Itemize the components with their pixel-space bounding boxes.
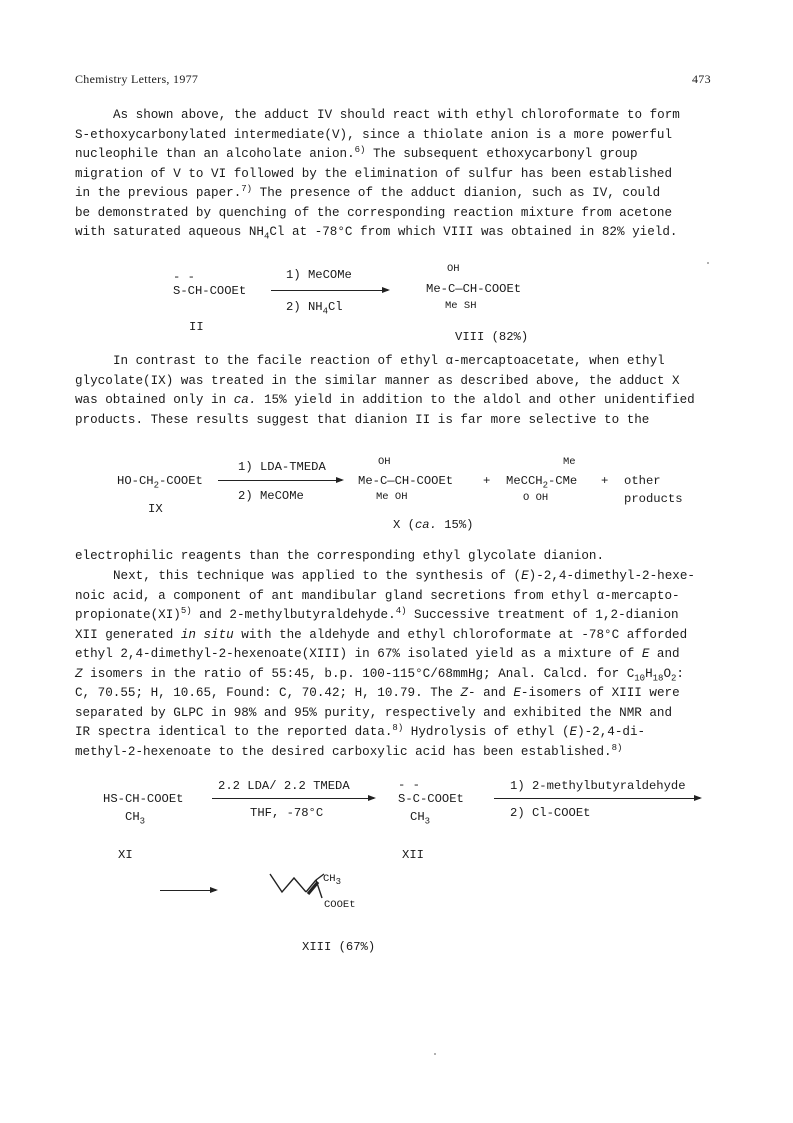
compound-label-XII: XII — [402, 848, 424, 862]
other-products-line-1: other — [624, 474, 661, 488]
reagent-base: 2.2 LDA/ 2.2 TMEDA — [218, 779, 350, 793]
text-line: products. These results suggest that dianion II is far more selective to the — [75, 412, 650, 427]
text-line: As shown above, the adduct IV should react with ethyl chloroformate to form — [113, 108, 680, 122]
reagent-step-2: 2) $NH_4Cl$ — [286, 300, 343, 317]
reagent-step-2: 2) Cl-COOEt — [510, 806, 591, 820]
citation: 6) — [354, 144, 366, 155]
text-line: was obtained only in ca. 15% yield in addition to the aldol and other unidentified — [75, 393, 695, 407]
text-line: ethyl 2,4-dimethyl-2-hexenoate(XIII) in 67% isolated yield as a mixture of E and — [75, 647, 680, 661]
hydroxyl-group: OH — [378, 456, 391, 468]
reaction-arrow — [212, 798, 374, 799]
product-X: Me-C—CH-COOEt — [358, 474, 454, 488]
compound-label-X: X (ca. 15%) — [393, 518, 474, 532]
compound-label-VIII: VIII (82%) — [455, 330, 529, 344]
charge-marks: - - — [398, 778, 420, 792]
journal-header: Chemistry Letters, 1977 — [75, 72, 199, 86]
aldol-product: MeCCH$_2$-CMe — [506, 474, 578, 491]
other-products-line-2: products — [624, 492, 683, 506]
text-line: in the previous paper.$^{7)}$ The presence of the adduct dianion, such as IV, could — [75, 183, 661, 200]
text-line: with saturated aqueous $NH_4Cl$ at -78°C from which VIII was obtained in 82% yield. — [75, 225, 678, 242]
reactant-IX: $HO-CH_2$-COOEt — [117, 474, 203, 491]
reagent-step-1: 1) MeCOMe — [286, 268, 352, 282]
substituents: Me OH — [376, 491, 408, 503]
page-number: 473 — [692, 72, 711, 86]
text-line: methyl-2-hexenoate to the desired carboxylic acid has been established.$^{8)}$ — [75, 742, 623, 759]
text-line: Z isomers in the ratio of 55:45, b.p. 100-115°C/68mmHg; Anal. Calcd. for $C_{10}H_{18}O_2$: — [75, 666, 684, 684]
substituents: O OH — [523, 492, 549, 504]
hydroxyl-group: OH — [447, 263, 460, 275]
reaction-arrow — [160, 890, 216, 891]
text-line: separated by GLPC in 98% and 95% purity, respectively and exhibited the NMR and — [75, 705, 673, 720]
citation: 5) — [180, 605, 192, 616]
text-line: In contrast to the facile reaction of ethyl α-mercaptoacetate, when ethyl — [113, 354, 665, 368]
text-line: propionate(XI)$^{5)}$ and 2-methylbutyraldehyde.$^{4)}$ Successive treatment of 1,2-dianion — [75, 605, 679, 622]
reagent-step-2: 2) MeCOMe — [238, 489, 304, 503]
paragraph-4 — [75, 567, 711, 762]
methyl-group: $CH_3$ — [410, 810, 431, 827]
text-line: S-ethoxycarbonylated intermediate(V), since a thiolate anion is a more powerful — [75, 127, 673, 142]
compound-label-XI: XI — [118, 848, 133, 862]
methyl-group: $CH_3$ — [125, 810, 146, 827]
text-line: C, 70.55; H, 10.65, Found: C, 70.42; H, 10.79. The Z- and E-isomers of XIII were — [75, 686, 680, 700]
citation: 8) — [611, 742, 623, 753]
intermediate-XII: S-C-COOEt — [398, 792, 464, 806]
citation: 4) — [395, 605, 407, 616]
methyl-substituent: $CH_3$ — [323, 873, 342, 888]
reagent-conditions: THF, -78°C — [250, 806, 324, 820]
citation: 8) — [392, 722, 404, 733]
reagent-step-1: 1) 2-methylbutyraldehyde — [510, 779, 686, 793]
text-line: electrophilic reagents than the corresponding ethyl glycolate dianion. — [75, 549, 605, 563]
reaction-arrow — [271, 290, 388, 291]
paragraph-1 — [75, 106, 711, 243]
product-VIII: Me-C—CH-COOEt — [426, 282, 522, 296]
reactant-II: S-CH-COOEt — [173, 284, 247, 298]
compound-label-II: II — [189, 320, 204, 334]
text-line: be demonstrated by quenching of the corresponding reaction mixture from acetone — [75, 205, 673, 220]
paragraph-2 — [75, 352, 711, 430]
reagent-step-1: 1) LDA-TMEDA — [238, 460, 326, 474]
methyl-group: Me — [563, 456, 576, 468]
compound-label-IX: IX — [148, 502, 163, 516]
plus-sign: + — [601, 474, 609, 488]
plus-sign: + — [483, 474, 491, 488]
reaction-arrow — [494, 798, 700, 799]
text-line: noic acid, a component of ant mandibular gland secretions from ethyl α-mercapto- — [75, 588, 680, 603]
text-line: migration of V to VI followed by the elimination of sulfur has been established — [75, 166, 673, 181]
charge-marks: - - — [173, 270, 195, 284]
ester-group: COOEt — [324, 899, 356, 911]
substituents: Me SH — [445, 300, 477, 312]
text-line: XII generated in situ with the aldehyde and ethyl chloroformate at -78°C afforded — [75, 627, 688, 642]
text-line: Next, this technique was applied to the synthesis of (E)-2,4-dimethyl-2-hexe- — [113, 569, 695, 583]
reaction-arrow — [218, 480, 342, 481]
text-line: nucleophile than an alcoholate anion.$^{6)}$ The subsequent ethoxycarbonyl group — [75, 144, 638, 161]
citation: 7) — [241, 183, 253, 194]
text-line: IR spectra identical to the reported data.$^{8)}$ Hydrolysis of ethyl (E)-2,4-di- — [75, 722, 646, 739]
scan-speck — [707, 262, 709, 264]
compound-label-XIII: XIII (67%) — [302, 940, 376, 954]
reactant-XI: HS-CH-COOEt — [103, 792, 184, 806]
scan-speck — [434, 1053, 436, 1055]
text-line: glycolate(IX) was treated in the similar manner as described above, the adduct X — [75, 373, 680, 388]
paragraph-3 — [75, 547, 711, 567]
